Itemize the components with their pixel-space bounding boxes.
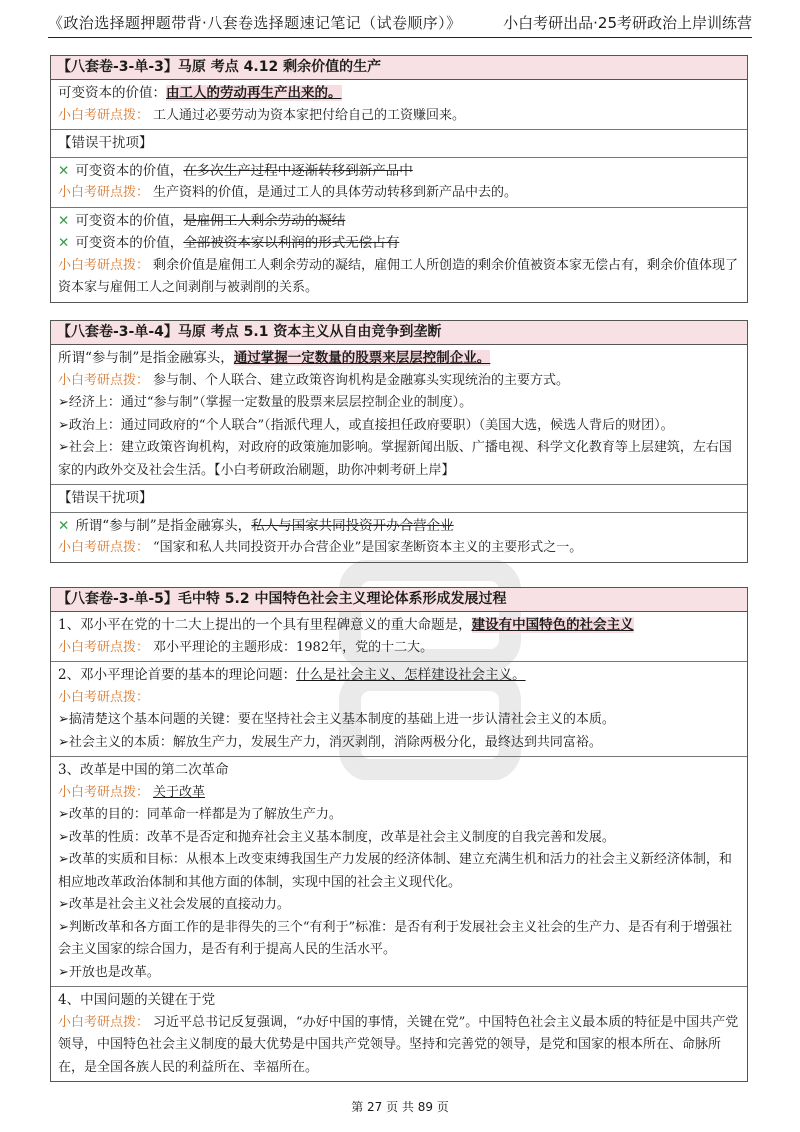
card-title: 【八套卷-3-单-4】马原 考点 5.1 资本主义从自由竞争到垄断 (51, 321, 747, 345)
tip-bullet: ➢改革的目的：同革命一样都是为了解放生产力。 (58, 807, 342, 822)
tip-label: 小白考研点拨： (58, 689, 150, 705)
tip-text: 剩余价值是雇佣工人剩余劳动的凝结，雇佣工人所创造的剩余价值被资本家无偿占有，剩余价值体现了资本家与雇佣工人之间剥削与被剥削的关系。 (58, 257, 739, 295)
point-underline: 什么是社会主义、怎样建设社会主义。 (296, 667, 526, 683)
header-left: 《政治选择题押题带背·八套卷选择题速记笔记（试卷顺序）》 (48, 14, 462, 32)
point-text: 1、邓小平在党的十二大上提出的一个具有里程碑意义的重大命题是， (58, 617, 472, 633)
tip-label: 小白考研点拨： (58, 107, 150, 123)
wrong-icon: ✕ (58, 517, 70, 534)
tip-text: “国家和私人共同投资开办合营企业”是国家垄断资本主义的主要形式之一。 (153, 540, 583, 555)
tip-bullet: ➢社会主义的本质：解放生产力，发展生产力，消灭剥削，消除两极分化，最终达到共同富裕。 (58, 734, 602, 750)
tip-label: 小白考研点拨： (58, 639, 150, 655)
answer-label: 所谓“参与制”是指金融寡头， (58, 350, 234, 366)
tip-text: 工人通过必要劳动为资本家把付给自己的工资赚回来。 (153, 107, 466, 123)
error-row (51, 513, 747, 562)
answer-highlight: 通过掌握一定数量的股票来层层控制企业。 (233, 350, 491, 366)
strike-text: 是雇佣工人剩余劳动的凝结 (183, 212, 346, 229)
tip-text: 邓小平理论的主题形成：1982年，党的十二大。 (153, 639, 434, 655)
tip-label: 小白考研点拨： (58, 372, 150, 388)
page-header (48, 12, 752, 38)
error-row (51, 208, 747, 302)
tip-bullet: ➢社会上：建立政策咨询机构，对政府的政策施加影响。掌握新闻出版、广播电视、科学文化教育等上层建筑，左右国家的内政外交及社会生活。【小白考研政治刷题，助你冲刺考研上岸】 (58, 440, 732, 478)
answer-row (51, 345, 747, 485)
tip-subject: 关于改革 (153, 784, 206, 800)
tip-bullet: ➢判断改革和各方面工作的是非得失的三个“有利于”标准：是否有利于发展社会主义社会的生产力、是否有利于增强社会主义国家的综合国力，是否有利于提高人民的生活水平。 (58, 919, 733, 957)
card-title: 【八套卷-3-单-5】毛中特 5.2 中国特色社会主义理论体系形成发展过程 (51, 588, 747, 612)
tip-text: 习近平总书记反复强调，“办好中国的事情，关键在党”。中国特色社会主义最本质的特征是中国共产党领导，中国特色社会主义制度的最大优势是中国共产党领导。坚持和完善党的领导，是党和国家的根本所在、命脉所在，是全国各族人民的利益所在、幸福所在。 (58, 1014, 739, 1075)
answer-row (51, 80, 747, 130)
option-text: 可变资本的价值， (75, 212, 184, 229)
strike-text: 在多次生产过程中逐渐转移到新产品中 (183, 162, 413, 179)
option-text: 可变资本的价值， (75, 162, 184, 179)
point-row (51, 987, 747, 1081)
tip-label: 小白考研点拨： (58, 257, 150, 273)
point-text: 4、中国问题的关键在于党 (58, 992, 216, 1008)
wrong-icon: ✕ (58, 212, 70, 229)
option-text: 可变资本的价值， (75, 235, 184, 251)
tip-bullet: ➢搞清楚这个基本问题的关键：要在坚持社会主义基本制度的基础上进一步认清社会主义的本质。 (58, 712, 615, 727)
header-right: 小白考研出品·25考研政治上岸训练营 (503, 14, 752, 32)
tip-text: 参与制、个人联合、建立政策咨询机构是金融寡头实现统治的主要方式。 (153, 372, 570, 388)
point-text: 3、改革是中国的第二次革命 (58, 762, 229, 778)
tip-bullet: ➢经济上：通过“参与制”（掌握一定数量的股票来层层控制企业的制度）。 (58, 395, 473, 410)
strike-text: 全部被资本家以利润的形式无偿占有 (183, 235, 400, 251)
tip-label: 小白考研点拨： (58, 540, 150, 555)
tip-bullet: ➢改革的实质和目标：从根本上改变束缚我国生产力发展的经济体制、建立充满生机和活力的社会主义新经济体制，和相应地改革政治体制和其他方面的体制，实现中国的社会主义现代化。 (58, 852, 732, 890)
tip-label: 小白考研点拨： (58, 1014, 150, 1030)
answer-label: 可变资本的价值： (58, 85, 166, 101)
error-row (51, 158, 747, 208)
wrong-icon: ✕ (58, 235, 70, 251)
error-heading: 【错误干扰项】 (58, 135, 153, 151)
card-title: 【八套卷-3-单-3】马原 考点 4.12 剩余价值的生产 (51, 56, 747, 80)
tip-label: 小白考研点拨： (58, 185, 150, 200)
point-row (51, 612, 747, 662)
tip-bullet: ➢改革的性质：改革不是否定和抛弃社会主义基本制度，改革是社会主义制度的自我完善和发展。 (58, 829, 615, 845)
card-question-5 (50, 587, 748, 1082)
strike-text: 私人与国家共同投资开办合营企业 (251, 517, 454, 534)
answer-highlight: 由工人的劳动再生产出来的。 (166, 85, 342, 101)
point-row (51, 757, 747, 987)
tip-label: 小白考研点拨： (58, 784, 150, 800)
point-row (51, 662, 747, 757)
page-footer: 第 27 页 共 89 页 (351, 1100, 449, 1114)
tip-bullet: ➢开放也是改革。 (58, 964, 160, 980)
card-question-4 (50, 320, 748, 563)
error-header-row (51, 485, 747, 513)
wrong-icon: ✕ (58, 162, 70, 179)
answer-highlight: 建设有中国特色的社会主义 (471, 617, 634, 633)
tip-text: 生产资料的价值，是通过工人的具体劳动转移到新产品中去的。 (153, 185, 518, 200)
card-question-3 (50, 55, 748, 303)
tip-bullet: ➢改革是社会主义社会发展的直接动力。 (58, 897, 290, 912)
tip-bullet: ➢政治上：通过同政府的“个人联合”（指派代理人，或直接担任政府要职）（美国大选，候选人背后的财团）。 (58, 417, 674, 433)
error-heading: 【错误干扰项】 (58, 490, 153, 506)
error-header-row (51, 130, 747, 158)
point-text: 2、邓小平理论首要的基本的理论问题： (58, 667, 297, 683)
option-text: 所谓“参与制”是指金融寡头， (75, 517, 252, 534)
